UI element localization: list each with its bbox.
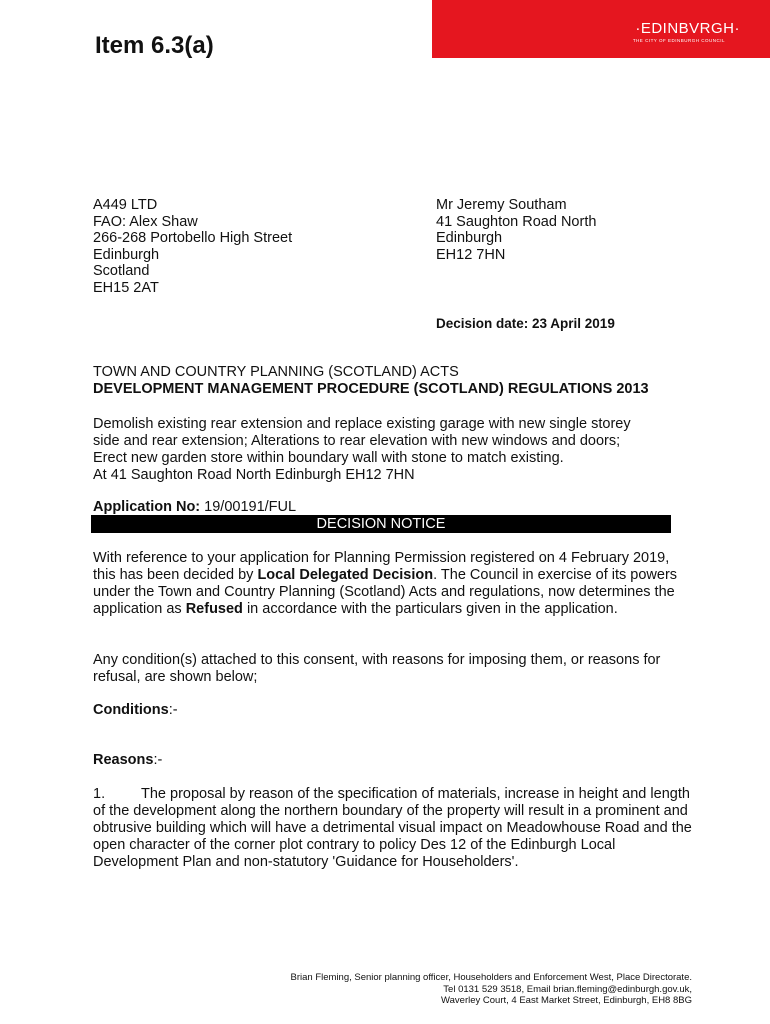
address-line: A449 LTD <box>93 197 158 213</box>
address-line: Mr Jeremy Southam <box>436 197 567 213</box>
decision-text: in accordance with the particulars given in the application. <box>242 601 618 617</box>
council-logo-subtitle: THE CITY OF EDINBURGH COUNCIL <box>632 38 725 43</box>
address-line: EH15 2AT <box>93 279 159 296</box>
decision-text: With reference to your application for Planning Permission registered on 4 February 2019, this has been decided by <box>93 550 670 583</box>
reasons-heading <box>93 752 693 769</box>
regulations-heading: DEVELOPMENT MANAGEMENT PROCEDURE (SCOTLAND) REGULATIONS 2013 <box>93 381 649 397</box>
footer-line: Tel 0131 529 3518, Email brian.fleming@edinburgh.gov.uk, <box>443 983 692 995</box>
address-line: Edinburgh <box>93 246 160 263</box>
address-line: Edinburgh <box>436 230 503 247</box>
acts-heading: TOWN AND COUNTRY PLANNING (SCOTLAND) ACTS <box>93 364 459 380</box>
reason-number: 1. <box>93 786 106 802</box>
reason-text: The proposal by reason of the specification of materials, increase in height and length of the development along the northern boundary of the property will result in a prominent and obtrusive building which will have a detrimental visual impact on Meadowhouse Road and the open character of the corner plot contrary to policy Des 12 of the Edinburgh Local Development Plan and non-statutory 'Guidance for Householders'. <box>93 786 692 870</box>
conditions-suffix: :- <box>168 702 178 718</box>
address-line: EH12 7HN <box>436 246 506 263</box>
application-number <box>93 499 693 516</box>
address-line: Scotland <box>93 263 150 280</box>
decision-text: . The Council in exercise of its powers under the Town and Country Planning (Scotland) Acts and regulations, now determines the application as <box>93 567 678 617</box>
proposal-line: At 41 Saughton Road North Edinburgh EH12 7HN <box>93 467 415 483</box>
conditions-label: Conditions <box>93 702 169 718</box>
reason-item <box>93 786 693 871</box>
footer-line: Waverley Court, 4 East Market Street, Edinburgh, EH8 8BG <box>441 995 692 1006</box>
proposal-line: Erect new garden store within boundary wall with stone to match existing. <box>93 450 564 466</box>
conditions-intro-paragraph: Any condition(s) attached to this consent, with reasons for imposing them, or reasons for refusal, are shown below; <box>93 652 661 685</box>
reasons-suffix: :- <box>153 752 163 768</box>
address-line: FAO: Alex Shaw <box>93 213 198 230</box>
proposal-line: Demolish existing rear extension and replace existing garage with new single storey <box>93 416 631 432</box>
officer-contact-footer <box>291 972 693 1007</box>
decision-outcome: Refused <box>185 601 243 617</box>
address-line: 266-268 Portobello High Street <box>93 230 293 247</box>
council-logo-wordmark: ·EDINBVRGH· <box>635 20 740 37</box>
reasons-label: Reasons <box>93 752 154 768</box>
item-title: Item 6.3(a) <box>95 32 214 59</box>
council-logo-banner <box>432 0 770 58</box>
conditions-heading <box>93 702 693 719</box>
address-line: 41 Saughton Road North <box>436 213 597 230</box>
recipient-address <box>436 197 596 263</box>
proposal-line: side and rear extension; Alterations to rear elevation with new windows and doors; <box>93 433 621 449</box>
footer-line: Brian Fleming, Senior planning officer, Householders and Enforcement West, Place Directorate. <box>290 972 692 983</box>
application-number-value: 19/00191/FUL <box>200 499 297 515</box>
decision-notice-bar: DECISION NOTICE <box>91 515 671 533</box>
application-number-label: Application No: <box>93 499 201 515</box>
decision-type: Local Delegated Decision <box>257 567 434 583</box>
decision-date: Decision date: 23 April 2019 <box>436 316 615 331</box>
decision-paragraph <box>93 550 693 618</box>
applicant-address <box>93 197 292 297</box>
proposal-description <box>93 416 693 484</box>
